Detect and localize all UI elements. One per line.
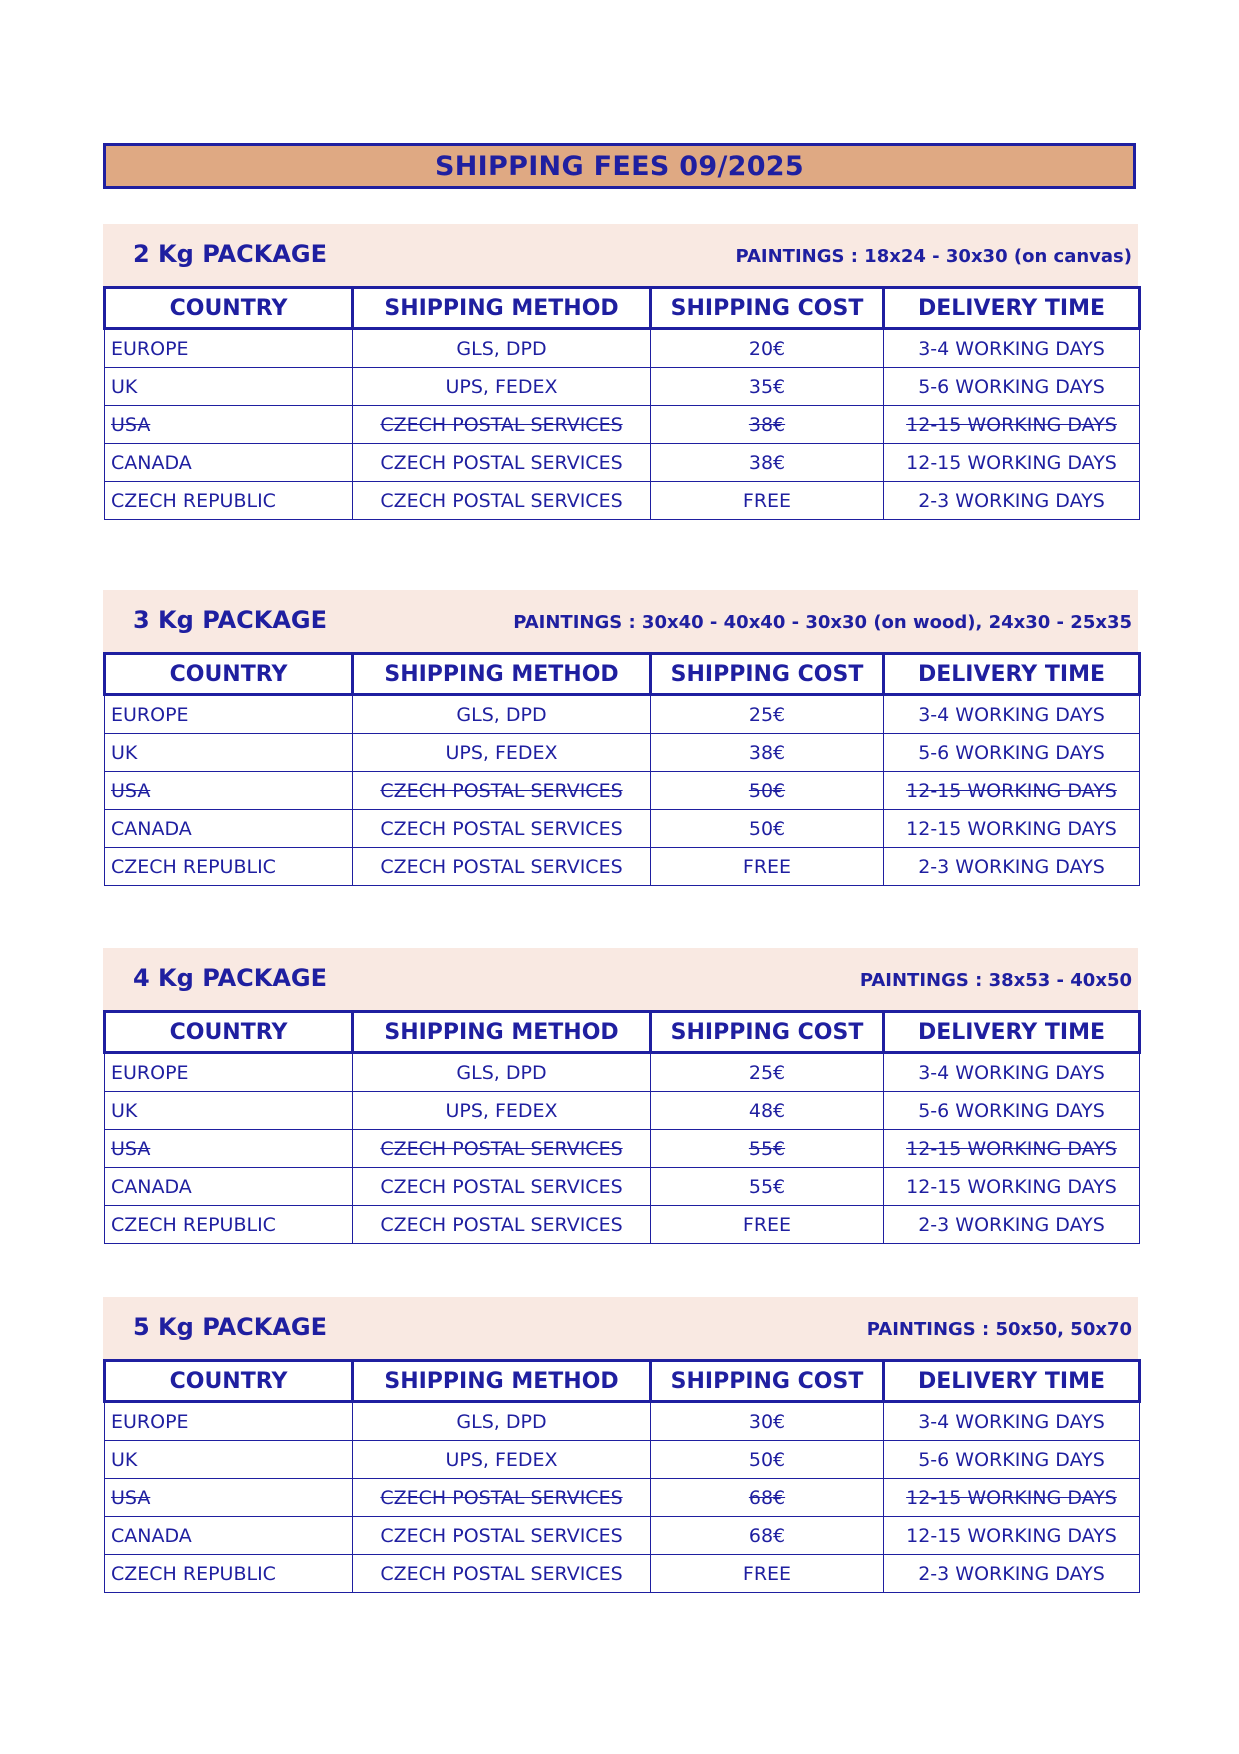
column-header-shipping-cost: SHIPPING COST	[651, 288, 884, 329]
cost-cell: 68€	[651, 1479, 884, 1517]
table-row	[105, 1441, 1140, 1479]
table-header-row	[105, 1012, 1140, 1053]
table-row-discontinued	[105, 406, 1140, 444]
time-cell: 12-15 WORKING DAYS	[884, 444, 1140, 482]
cost-cell: FREE	[651, 848, 884, 886]
column-header-shipping-cost: SHIPPING COST	[651, 1361, 884, 1402]
country-cell: USA	[105, 772, 353, 810]
method-cell: CZECH POSTAL SERVICES	[353, 444, 651, 482]
country-cell: CZECH REPUBLIC	[105, 1206, 353, 1244]
country-cell: USA	[105, 406, 353, 444]
cost-cell: 38€	[651, 444, 884, 482]
column-header-delivery-time: DELIVERY TIME	[884, 1012, 1140, 1053]
table-row	[105, 1053, 1140, 1092]
country-cell: CANADA	[105, 444, 353, 482]
cost-cell: 25€	[651, 695, 884, 734]
package-name: 3 Kg PACKAGE	[133, 606, 328, 634]
package-header	[103, 590, 1138, 652]
table-header-row	[105, 288, 1140, 329]
shipping-table	[103, 1359, 1141, 1593]
table-row	[105, 1168, 1140, 1206]
country-cell: EUROPE	[105, 695, 353, 734]
column-header-shipping-method: SHIPPING METHOD	[353, 288, 651, 329]
column-header-country: COUNTRY	[105, 288, 353, 329]
country-cell: UK	[105, 1092, 353, 1130]
table-row	[105, 1517, 1140, 1555]
method-cell: GLS, DPD	[353, 1053, 651, 1092]
shipping-table	[103, 652, 1141, 886]
method-cell: GLS, DPD	[353, 329, 651, 368]
column-header-country: COUNTRY	[105, 1012, 353, 1053]
cost-cell: FREE	[651, 1555, 884, 1593]
cost-cell: 25€	[651, 1053, 884, 1092]
country-cell: CZECH REPUBLIC	[105, 848, 353, 886]
country-cell: CANADA	[105, 1517, 353, 1555]
column-header-delivery-time: DELIVERY TIME	[884, 1361, 1140, 1402]
time-cell: 12-15 WORKING DAYS	[884, 1517, 1140, 1555]
method-cell: CZECH POSTAL SERVICES	[353, 810, 651, 848]
table-row	[105, 810, 1140, 848]
method-cell: UPS, FEDEX	[353, 1092, 651, 1130]
country-cell: UK	[105, 1441, 353, 1479]
time-cell: 2-3 WORKING DAYS	[884, 482, 1140, 520]
column-header-shipping-method: SHIPPING METHOD	[353, 1012, 651, 1053]
country-cell: EUROPE	[105, 329, 353, 368]
table-row	[105, 695, 1140, 734]
time-cell: 2-3 WORKING DAYS	[884, 1206, 1140, 1244]
package-paintings-note: PAINTINGS : 30x40 - 40x40 - 30x30 (on wood), 24x30 - 25x35	[513, 612, 1132, 633]
cost-cell: 38€	[651, 734, 884, 772]
table-row	[105, 848, 1140, 886]
package-name: 2 Kg PACKAGE	[133, 240, 328, 268]
column-header-country: COUNTRY	[105, 1361, 353, 1402]
table-row	[105, 1555, 1140, 1593]
table-header-row	[105, 654, 1140, 695]
time-cell: 12-15 WORKING DAYS	[884, 1479, 1140, 1517]
column-header-shipping-cost: SHIPPING COST	[651, 654, 884, 695]
time-cell: 5-6 WORKING DAYS	[884, 734, 1140, 772]
shipping-table	[103, 286, 1141, 520]
package-2kg	[103, 224, 1138, 520]
cost-cell: 38€	[651, 406, 884, 444]
table-row	[105, 368, 1140, 406]
page-title: SHIPPING FEES 09/2025	[435, 150, 804, 182]
package-paintings-note: PAINTINGS : 38x53 - 40x50	[859, 970, 1132, 991]
table-row-discontinued	[105, 772, 1140, 810]
table-row	[105, 1206, 1140, 1244]
table-header-row	[105, 1361, 1140, 1402]
package-paintings-note: PAINTINGS : 18x24 - 30x30 (on canvas)	[735, 246, 1132, 267]
time-cell: 2-3 WORKING DAYS	[884, 848, 1140, 886]
method-cell: CZECH POSTAL SERVICES	[353, 1517, 651, 1555]
time-cell: 5-6 WORKING DAYS	[884, 1092, 1140, 1130]
cost-cell: 68€	[651, 1517, 884, 1555]
package-4kg	[103, 948, 1138, 1244]
method-cell: CZECH POSTAL SERVICES	[353, 1130, 651, 1168]
cost-cell: 30€	[651, 1402, 884, 1441]
country-cell: CANADA	[105, 1168, 353, 1206]
cost-cell: 48€	[651, 1092, 884, 1130]
column-header-delivery-time: DELIVERY TIME	[884, 288, 1140, 329]
country-cell: EUROPE	[105, 1053, 353, 1092]
package-5kg	[103, 1297, 1138, 1593]
package-name: 4 Kg PACKAGE	[133, 964, 328, 992]
method-cell: GLS, DPD	[353, 695, 651, 734]
time-cell: 12-15 WORKING DAYS	[884, 406, 1140, 444]
table-row	[105, 482, 1140, 520]
method-cell: CZECH POSTAL SERVICES	[353, 1479, 651, 1517]
country-cell: CZECH REPUBLIC	[105, 1555, 353, 1593]
cost-cell: FREE	[651, 482, 884, 520]
page-title-bar	[103, 143, 1136, 189]
cost-cell: 35€	[651, 368, 884, 406]
country-cell: EUROPE	[105, 1402, 353, 1441]
time-cell: 3-4 WORKING DAYS	[884, 695, 1140, 734]
package-name: 5 Kg PACKAGE	[133, 1313, 328, 1341]
package-header	[103, 1297, 1138, 1359]
table-row	[105, 734, 1140, 772]
time-cell: 3-4 WORKING DAYS	[884, 329, 1140, 368]
method-cell: CZECH POSTAL SERVICES	[353, 1168, 651, 1206]
time-cell: 5-6 WORKING DAYS	[884, 1441, 1140, 1479]
table-row	[105, 444, 1140, 482]
time-cell: 12-15 WORKING DAYS	[884, 1168, 1140, 1206]
package-header	[103, 224, 1138, 286]
table-row	[105, 1402, 1140, 1441]
country-cell: CANADA	[105, 810, 353, 848]
time-cell: 12-15 WORKING DAYS	[884, 772, 1140, 810]
method-cell: UPS, FEDEX	[353, 368, 651, 406]
method-cell: UPS, FEDEX	[353, 734, 651, 772]
package-header	[103, 948, 1138, 1010]
column-header-country: COUNTRY	[105, 654, 353, 695]
method-cell: CZECH POSTAL SERVICES	[353, 1555, 651, 1593]
shipping-table	[103, 1010, 1141, 1244]
time-cell: 3-4 WORKING DAYS	[884, 1402, 1140, 1441]
cost-cell: 55€	[651, 1168, 884, 1206]
table-row	[105, 1092, 1140, 1130]
time-cell: 3-4 WORKING DAYS	[884, 1053, 1140, 1092]
country-cell: UK	[105, 368, 353, 406]
method-cell: UPS, FEDEX	[353, 1441, 651, 1479]
time-cell: 12-15 WORKING DAYS	[884, 1130, 1140, 1168]
cost-cell: 50€	[651, 810, 884, 848]
time-cell: 5-6 WORKING DAYS	[884, 368, 1140, 406]
time-cell: 2-3 WORKING DAYS	[884, 1555, 1140, 1593]
cost-cell: 50€	[651, 772, 884, 810]
time-cell: 12-15 WORKING DAYS	[884, 810, 1140, 848]
country-cell: UK	[105, 734, 353, 772]
method-cell: CZECH POSTAL SERVICES	[353, 1206, 651, 1244]
country-cell: USA	[105, 1130, 353, 1168]
method-cell: CZECH POSTAL SERVICES	[353, 482, 651, 520]
method-cell: CZECH POSTAL SERVICES	[353, 406, 651, 444]
table-row-discontinued	[105, 1130, 1140, 1168]
table-row-discontinued	[105, 1479, 1140, 1517]
method-cell: CZECH POSTAL SERVICES	[353, 772, 651, 810]
cost-cell: 20€	[651, 329, 884, 368]
country-cell: CZECH REPUBLIC	[105, 482, 353, 520]
column-header-shipping-method: SHIPPING METHOD	[353, 1361, 651, 1402]
method-cell: GLS, DPD	[353, 1402, 651, 1441]
column-header-delivery-time: DELIVERY TIME	[884, 654, 1140, 695]
package-3kg	[103, 590, 1138, 886]
table-row	[105, 329, 1140, 368]
method-cell: CZECH POSTAL SERVICES	[353, 848, 651, 886]
cost-cell: 50€	[651, 1441, 884, 1479]
cost-cell: 55€	[651, 1130, 884, 1168]
package-paintings-note: PAINTINGS : 50x50, 50x70	[866, 1319, 1132, 1340]
column-header-shipping-cost: SHIPPING COST	[651, 1012, 884, 1053]
column-header-shipping-method: SHIPPING METHOD	[353, 654, 651, 695]
country-cell: USA	[105, 1479, 353, 1517]
cost-cell: FREE	[651, 1206, 884, 1244]
